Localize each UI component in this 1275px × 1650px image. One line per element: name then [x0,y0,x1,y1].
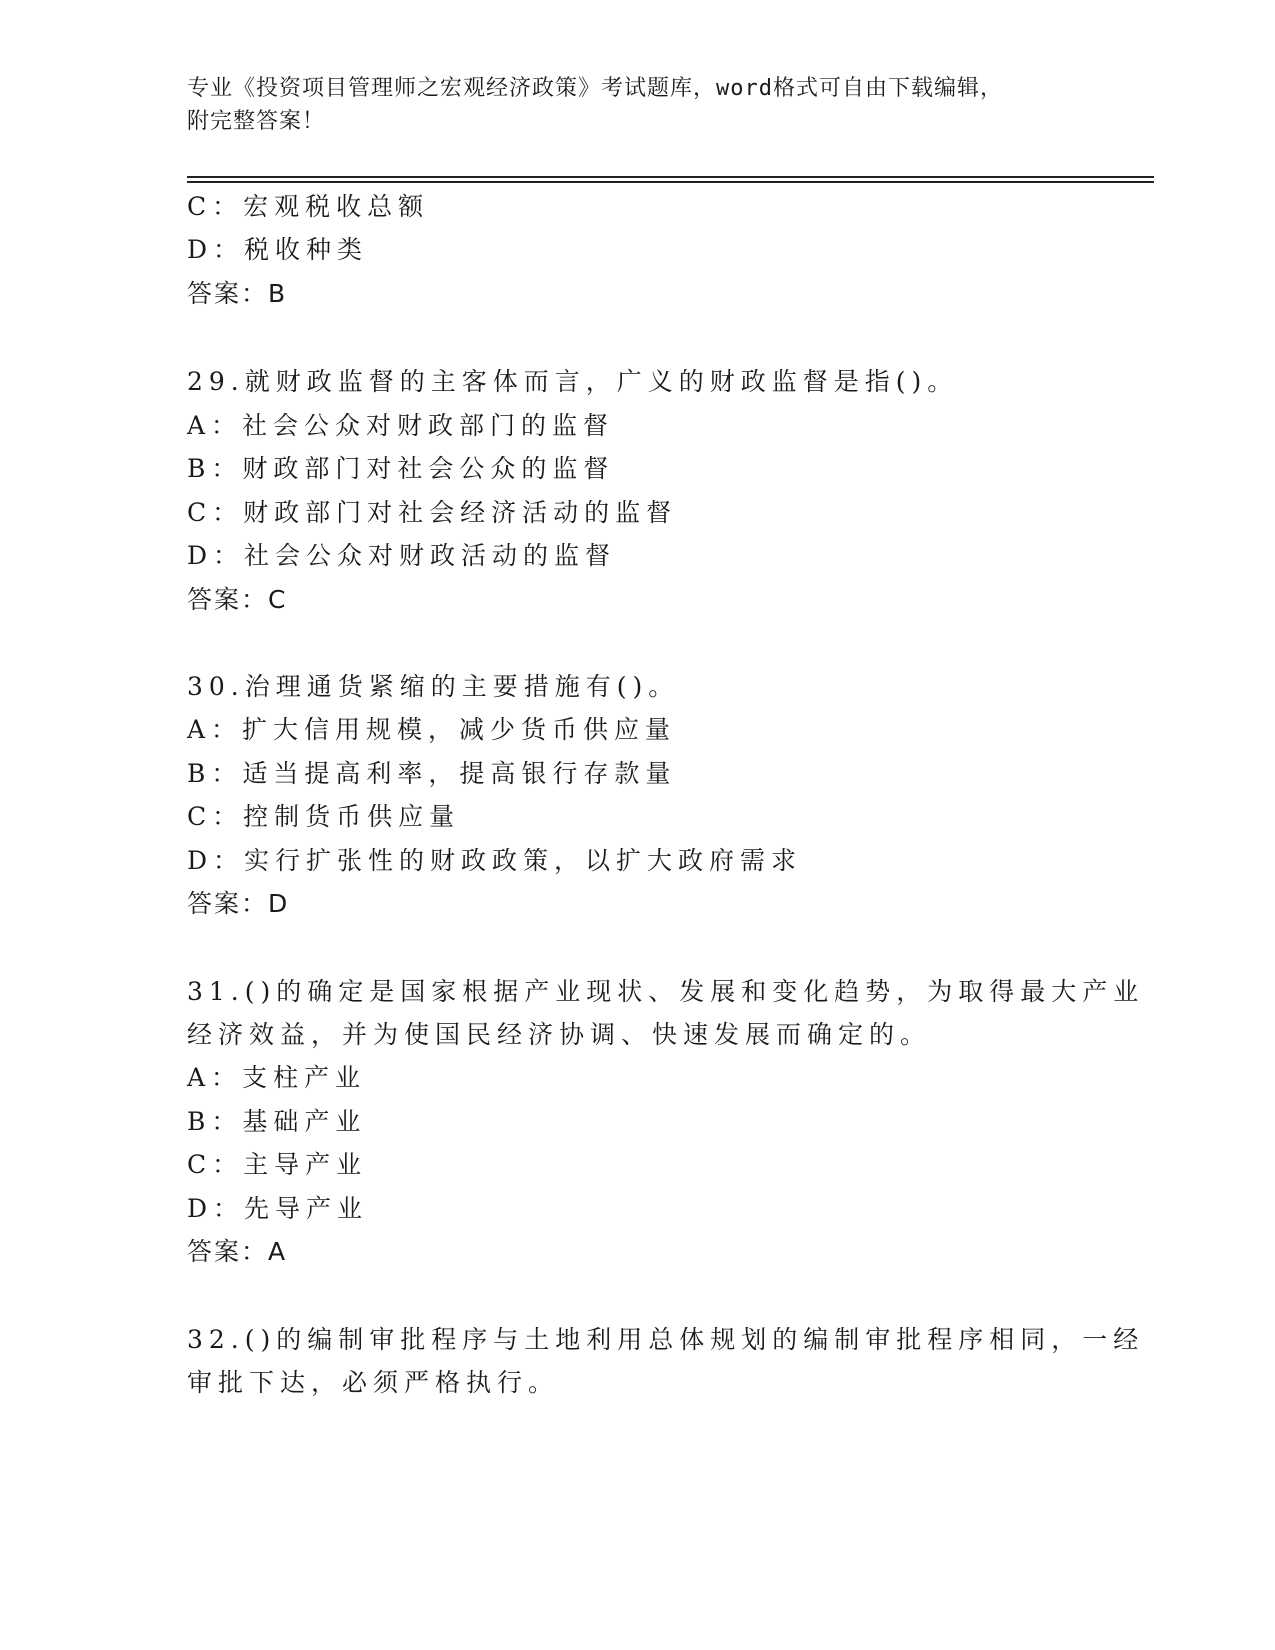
question-30-stem: 30.治理通货紧缩的主要措施有()。 [187,672,680,701]
header-line-2: 附完整答案！ [187,109,326,134]
question-30-option-b: B：适当提高利率，提高银行存款量 [187,759,677,788]
question-31-stem-line-1: 31.()的确定是国家根据产业现状、发展和变化趋势，为取得最大产业 [187,977,1145,1006]
header-divider-bottom [187,181,1154,183]
header-line-1: 专业《投资项目管理师之宏观经济政策》考试题库，word格式可自由下载编辑， [187,76,1003,101]
question-31-answer: 答案：A [187,1237,288,1266]
document-header [187,72,1087,138]
question-31-option-d: D：先导产业 [187,1194,369,1223]
question-30-option-a: A：扩大信用规模，减少货币供应量 [187,715,677,744]
question-29-option-d: D：社会公众对财政活动的监督 [187,541,617,570]
question-29-answer: 答案：C [187,585,288,614]
option-c-prev: C：宏观税收总额 [187,192,430,221]
question-31-option-b: B：基础产业 [187,1107,367,1136]
question-31-option-c: C：主导产业 [187,1150,368,1179]
question-32-stem-line-2: 审批下达，必须严格执行。 [187,1368,560,1397]
question-30-option-d: D：实行扩张性的财政政策，以扩大政府需求 [187,846,803,875]
question-31-stem-line-2: 经济效益，并为使国民经济协调、快速发展而确定的。 [187,1020,932,1049]
option-d-prev: D：税收种类 [187,235,369,264]
question-32-stem-line-1: 32.()的编制审批程序与土地利用总体规划的编制审批程序相同，一经 [187,1325,1145,1354]
question-29-option-b: B：财政部门对社会公众的监督 [187,454,615,483]
question-31-option-a: A：支柱产业 [187,1063,367,1092]
question-29-option-c: C：财政部门对社会经济活动的监督 [187,498,678,527]
question-30-option-c: C：控制货币供应量 [187,802,461,831]
question-29-stem: 29.就财政监督的主客体而言，广义的财政监督是指()。 [187,367,959,396]
header-divider-top [187,176,1154,178]
answer-prev: 答案：B [187,279,288,308]
question-30-answer: 答案：D [187,889,290,918]
question-29-option-a: A：社会公众对财政部门的监督 [187,411,615,440]
